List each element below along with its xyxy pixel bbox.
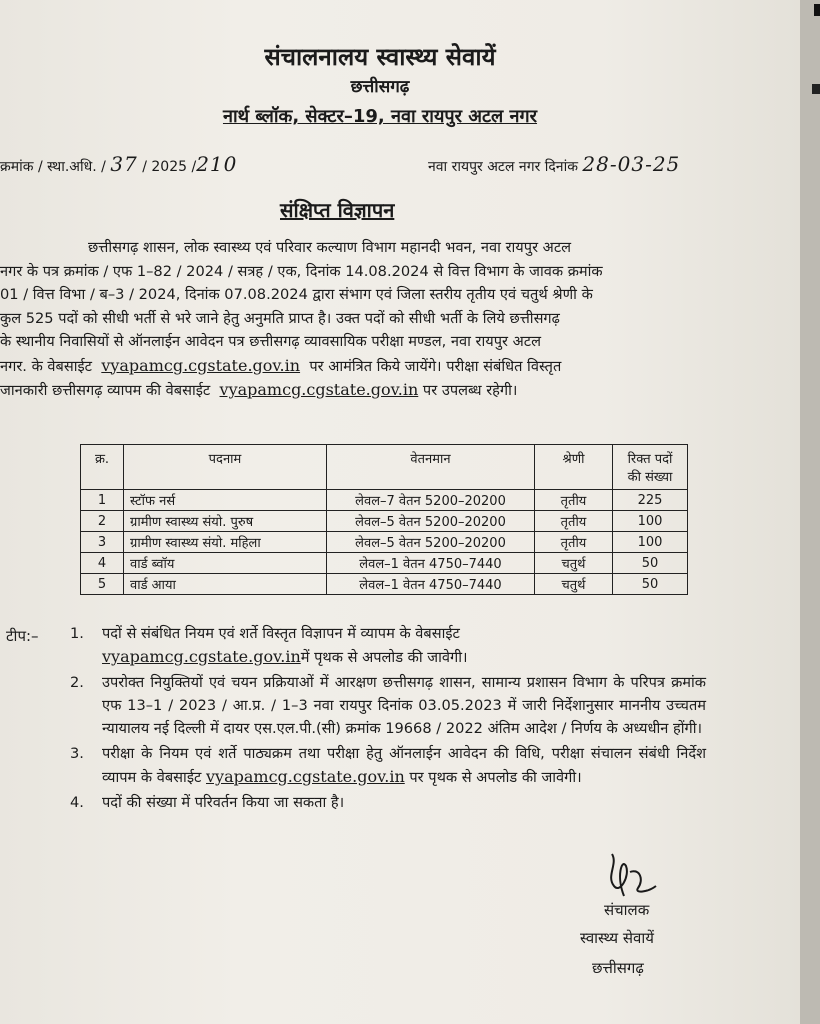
website-link[interactable]: vyapamcg.cgstate.gov.in	[101, 355, 301, 375]
col-payscale: वेतनमान	[327, 445, 535, 490]
notes-list	[70, 622, 706, 816]
table-header-row	[81, 445, 688, 490]
notes-label: टीप:–	[6, 627, 39, 645]
org-state: छत्तीसगढ़	[350, 77, 410, 97]
col-vacancies: रिक्त पदों की संख्या	[613, 445, 688, 490]
note-item: 2. उपरोक्त नियुक्तियों एवं चयन प्रक्रियाओं में आरक्षण छत्तीसगढ़ शासन, सामान्य प्रशासन विभाग के परिपत्र क्रमांक एफ 13–1 / 2023 / आ.प्र. / 1–3 नवा रायपुर दिनांक 03.05.2023 में जारी निर्देशानुसार माननीय उच्चतम न्यायालय नई दिल्ली में दायर एस.एल.पी.(सी) क्रमांक 19668 / 2022 अंतिम आदेश / निर्णय के अध्यधीन होंगी।	[70, 674, 706, 737]
website-link[interactable]: vyapamcg.cgstate.gov.in	[102, 647, 301, 666]
signatory-state: छत्तीसगढ़	[592, 959, 644, 977]
page-edge	[800, 0, 820, 1024]
notice-paragraph: छत्तीसगढ़ शासन, लोक स्वास्थ्य एवं परिवार कल्याण विभाग महानदी भवन, नवा रायपुर अटल नगर के पत्र क्रमांक / एफ 1–82 / 2024 / सत्रह / एक, दिनांक 14.08.2024 से वित्त विभाग के जावक क्रमांक 01 / वित्त विभा / ब–3 / 2024, दिनांक 07.08.2024 द्वारा संभाग एवं जिला स्तरीय तृतीय एवं चतुर्थ श्रेणी के कुल 525 पदों को सीधी भर्ती से भरे जाने हेतु अनुमति प्राप्त है। उक्त पदों को सीधी भर्ती के लिये छत्तीसगढ़ के स्थानीय निवासियों से ऑनलाईन आवेदन पत्र छत्तीसगढ़ व्यावसायिक परीक्षा मण्डल, नवा रायपुर अटल नगर. के वेबसाईट vyapamcg.cgstate.gov.in पर आमंत्रित किये जायेंगे। परीक्षा संबंधित विस्तृत जानकारी छत्तीसगढ़ व्यापम की वेबसाईट vyapamcg.cgstate.gov.in पर उपलब्ध रहेगी।	[0, 239, 603, 399]
posts-table	[80, 444, 688, 595]
handwritten-date: 28-03-25	[582, 152, 681, 176]
table-row: 4 वार्ड ब्वॉय लेवल–1 वेतन 4750–7440 चतुर्थ 50	[81, 553, 688, 574]
org-address: नार्थ ब्लॉक, सेक्टर–19, नवा रायपुर अटल नगर	[222, 106, 538, 127]
reference-handwritten-number: 37	[110, 152, 138, 176]
col-post: पदनाम	[124, 445, 327, 490]
col-category: श्रेणी	[535, 445, 613, 490]
reference-handwritten-suffix: 210	[196, 152, 238, 176]
table-row: 5 वार्ड आया लेवल–1 वेतन 4750–7440 चतुर्थ 50	[81, 574, 688, 595]
signatory-designation: संचालक	[604, 901, 650, 919]
note-item: 1. पदों से संबंधित नियम एवं शर्ते विस्तृत विज्ञापन में व्यापम के वेबसाईट vyapamcg.cgstate.gov.inमें पृथक से अपलोड की जावेगी।	[70, 625, 468, 666]
website-link[interactable]: vyapamcg.cgstate.gov.in	[206, 767, 405, 786]
table-row: 3 ग्रामीण स्वास्थ्य संयो. महिला लेवल–5 वेतन 5200–20200 तृतीय 100	[81, 532, 688, 553]
note-item: 4. पदों की संख्या में परिवर्तन किया जा सकता है।	[70, 794, 345, 811]
note-item: 3. परीक्षा के नियम एवं शर्ते पाठ्यक्रम तथा परीक्षा हेतु ऑनलाईन आवेदन की विधि, परीक्षा संचालन संबंधी निर्देश व्यापम के वेबसाईट vyapamcg.cgstate.gov.in पर पृथक से अपलोड की जावेगी।	[70, 745, 706, 786]
website-link[interactable]: vyapamcg.cgstate.gov.in	[219, 380, 419, 399]
signatory-department: स्वास्थ्य सेवायें	[580, 929, 654, 947]
edge-marker	[814, 4, 820, 16]
dateline: नवा रायपुर अटल नगर दिनांक 28-03-25	[428, 152, 681, 176]
col-serial: क्र.	[81, 445, 124, 490]
table-row: 2 ग्रामीण स्वास्थ्य संयो. पुरुष लेवल–5 वेतन 5200–20200 तृतीय 100	[81, 511, 688, 532]
org-name: संचालनालय स्वास्थ्य सेवायें	[264, 43, 496, 71]
reference-number: क्रमांक / स्था.अधि. / 37 / 2025 /210	[0, 152, 238, 176]
edge-marker	[812, 84, 820, 94]
notice-title: संक्षिप्त विज्ञापन	[280, 198, 395, 222]
table-row: 1 स्टॉफ नर्स लेवल–7 वेतन 5200–20200 तृतीय 225	[81, 490, 688, 511]
signature-scrawl	[600, 846, 670, 906]
